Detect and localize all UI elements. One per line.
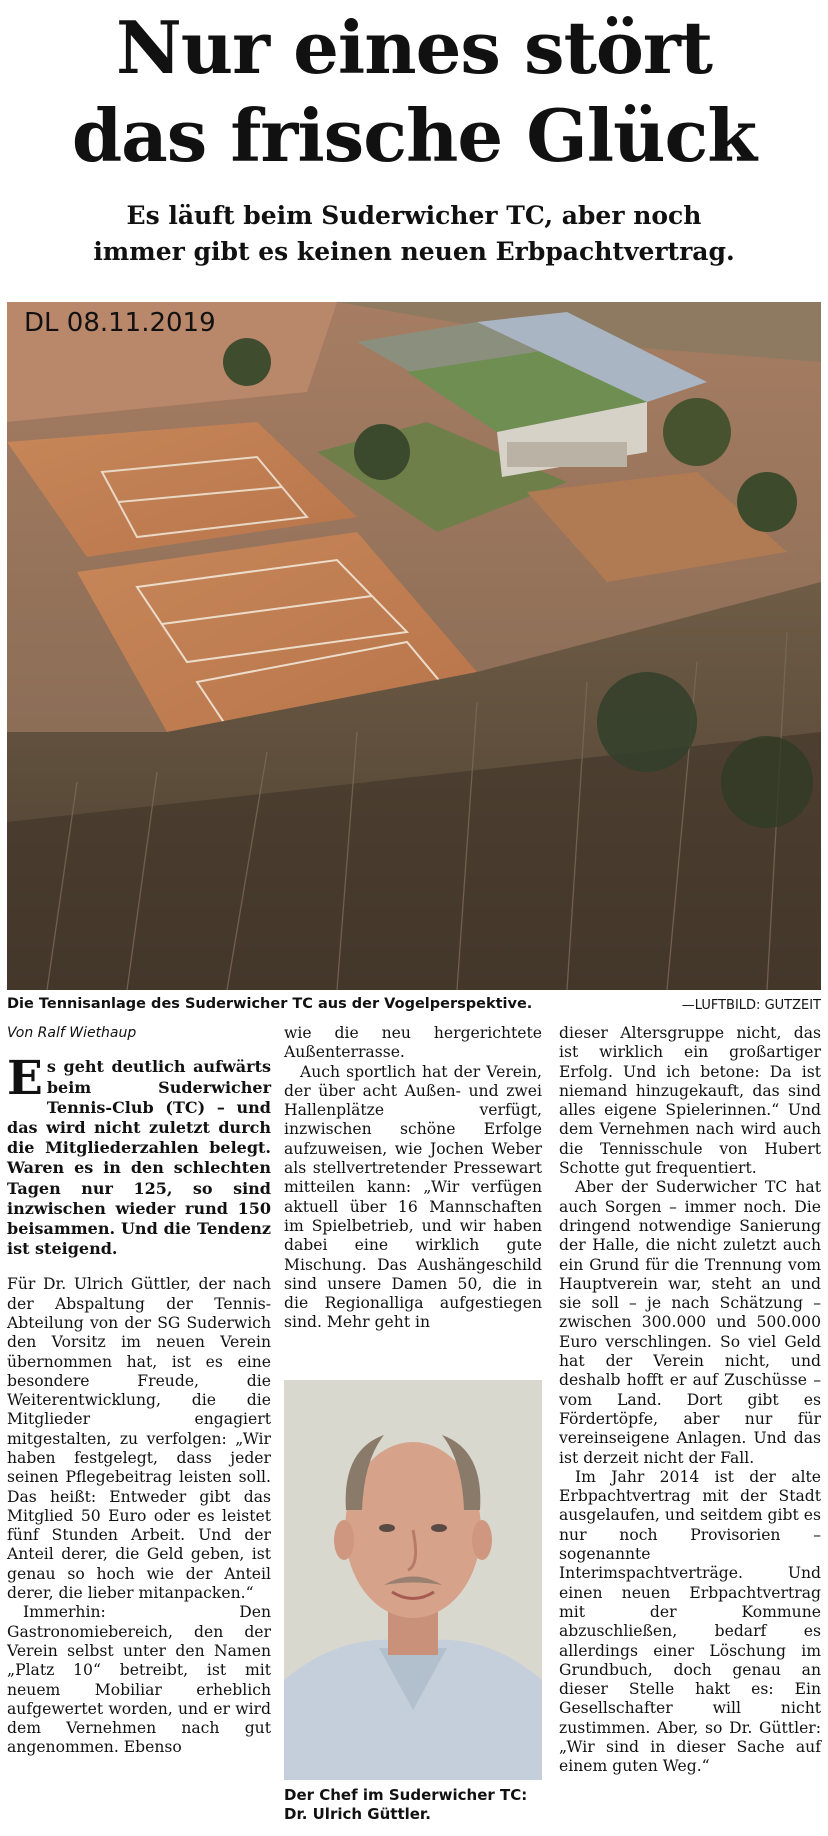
drop-cap: E (7, 1051, 43, 1107)
date-stamp: DL 08.11.2019 (24, 308, 216, 338)
portrait-caption: Der Chef im Suderwicher TC: Dr. Ulrich Güttler. (284, 1786, 528, 1823)
photo-caption-row (7, 996, 821, 1013)
subhead-line-2: immer gibt es keinen neuen Erbpachtvertrag. (93, 237, 735, 266)
aerial-photo (7, 302, 821, 990)
photo-credit: —LUFTBILD: GUTZEIT (681, 998, 821, 1013)
subhead-line-1: Es läuft beim Suderwicher TC, aber noch (126, 201, 702, 230)
article-column-2 (284, 1024, 542, 1333)
headline (0, 4, 828, 180)
lead-paragraph (7, 1051, 271, 1259)
lead-text: s geht deutlich aufwärts beim Suderwicher Tennis-Club (TC) – und das wird nicht zuletzt durch die Mitgliederzahlen belegt. Waren es in den schlechten Tagen nur 125, so sind inzwischen wieder rund 150 beisammen. Und die Tendenz ist steigend. (7, 1057, 271, 1259)
article-column-1 (7, 1024, 271, 1758)
article-column-3 (559, 1024, 821, 1777)
paragraph: Für Dr. Ulrich Güttler, der nach der Abspaltung der Tennis-Abteilung von der SG Suderwich den Vorsitz im neuen Verein übernommen hat, ist es eine besondere Freude, die Weiterentwicklung, die die Mitglieder engagiert mitgestalten, zu verfolgen: „Wir haben festgelegt, dass jeder seinen Pflegebeitrag leisten soll. Das heißt: Entweder gibt das Mitglied 50 Euro oder es leistet fünf Stunden Arbeit. Und der Anteil derer, die Geld geben, ist genau so hoch wie der Anteil derer, die lieber mitanpacken.“ (7, 1275, 271, 1603)
photo-caption: Die Tennisanlage des Suderwicher TC aus der Vogelperspektive. (7, 996, 533, 1012)
paragraph: wie die neu hergerichtete Außenterrasse. (284, 1024, 542, 1062)
paragraph: Auch sportlich hat der Verein, der über acht Außen- und zwei Hallenplätze verfügt, inzwischen schöne Erfolge aufzuweisen, wie Jochen Weber als stellvertretender Pressewart mitteilen kann: „Wir verfügen aktuell über 16 Mannschaften im Spielbetrieb, und wir haben dabei eine wirklich gute Mischung. Das Aushängeschild sind unsere Damen 50, die in die Regionalliga aufgestiegen sind. Mehr geht in (284, 1062, 542, 1332)
paragraph: Im Jahr 2014 ist der alte Erbpachtvertrag mit der Stadt ausgelaufen, und seitdem gibt es nur noch Provisorien – sogenannte Interimspachtverträge. Und einen neuen Erbpachtvertrag mit der Kommune abzuschließen, bedarf es allerdings einer Löschung im Grundbuch, doch genau an dieser Stelle hakt es: Ein Gesellschafter will nicht zustimmen. Aber, so Dr. Güttler: „Wir sind in dieser Sache auf einem guten Weg.“ (559, 1467, 821, 1776)
subheadline (0, 198, 828, 270)
portrait-illustration (284, 1380, 542, 1780)
paragraph: Immerhin: Den Gastronomiebereich, den der Verein selbst unter den Namen „Platz 10“ betreibt, ist mit neuem Mobiliar erheblich aufgewertet worden, und er wird dem Vernehmen nach gut angenommen. Ebenso (7, 1603, 271, 1757)
portrait-photo (284, 1380, 542, 1780)
byline: Von Ralf Wiethaup (7, 1025, 137, 1041)
aerial-photo-illustration (7, 302, 821, 990)
headline-line-2: das frische Glück (71, 93, 757, 178)
paragraph: dieser Altersgruppe nicht, das ist wirklich ein großartiger Erfolg. Und ich betone: Da ist niemand hinzugekauft, das sind alles eigene Spielerinnen.“ Und dem Vernehmen nach wird auch die Tennisschule von Hubert Schotte gut frequentiert. (559, 1024, 821, 1178)
headline-line-1: Nur eines stört (115, 5, 713, 90)
paragraph: Aber der Suderwicher TC hat auch Sorgen – immer noch. Die dringend notwendige Sanierung der Halle, die nicht zuletzt auch ein Grund für die Trennung vom Hauptverein war, steht an und sie soll – je nach Schätzung – zwischen 300.000 und 500.000 Euro verschlingen. So viel Geld hat der Verein nicht, und deshalb hofft er auf Zuschüsse – vom Land. Dort gibt es Fördertöpfe, aber nur für vereinseigene Anlagen. Und das ist derzeit nicht der Fall. (559, 1178, 821, 1467)
